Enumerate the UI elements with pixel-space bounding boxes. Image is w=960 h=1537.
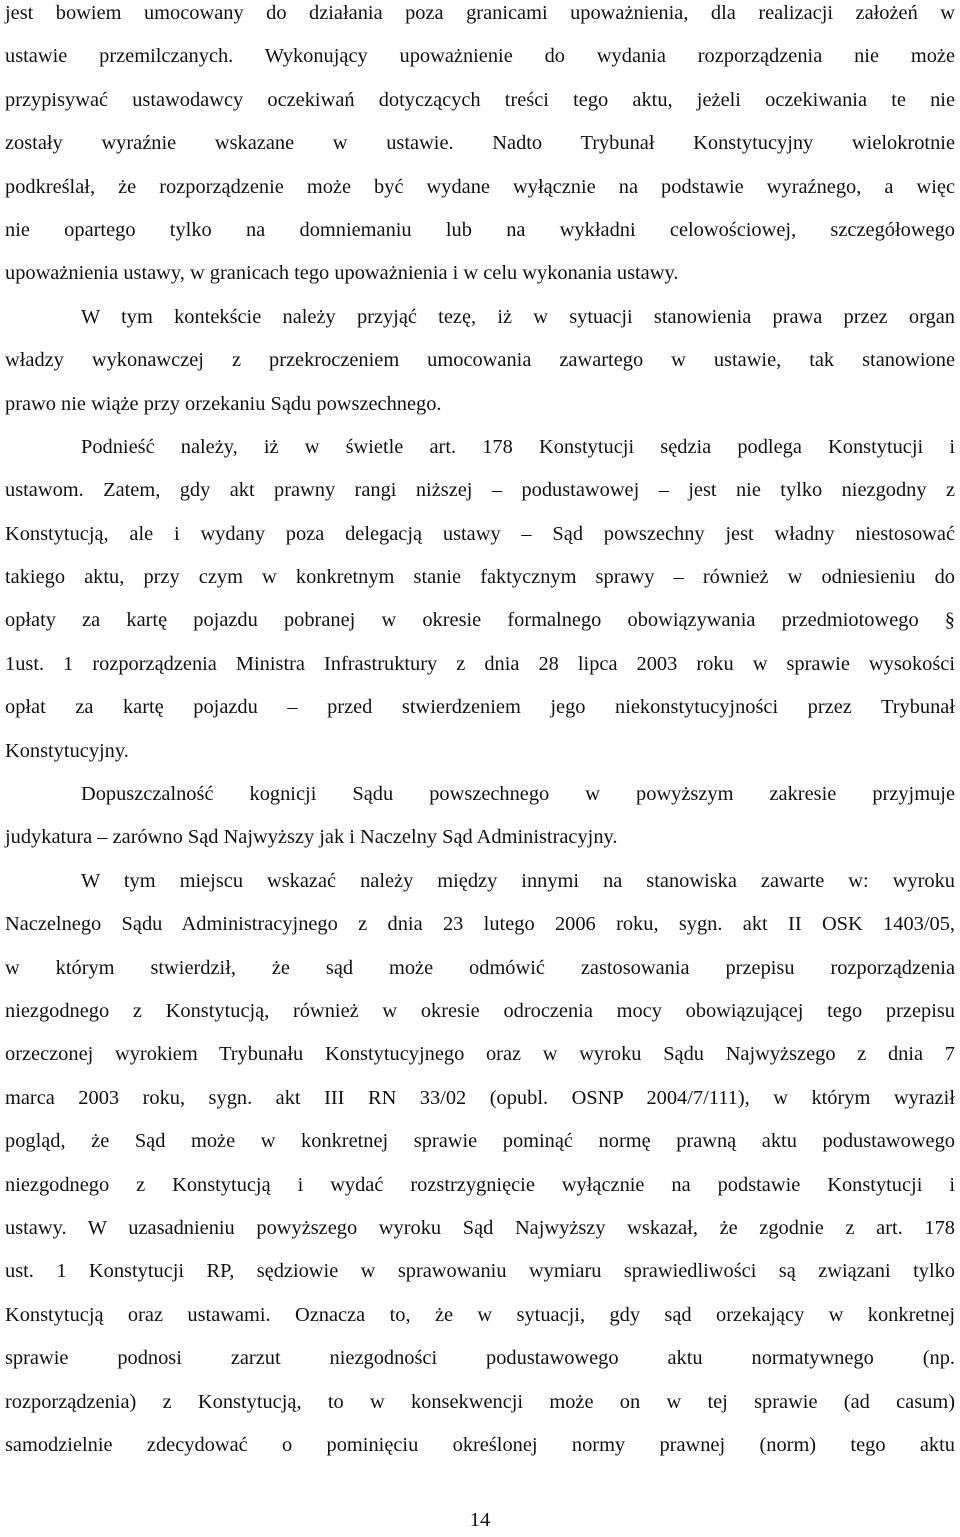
- text-line: W tym kontekście należy przyjąć tezę, iż w sytuacji stanowienia prawa przez organ: [81, 305, 955, 328]
- text-line: takiego aktu, przy czym w konkretnym stanie faktycznym sprawy – również w odniesieniu do: [5, 566, 955, 589]
- text-line: nie opartego tylko na domniemaniu lub na wykładni celowościowej, szczegółowego: [5, 218, 955, 241]
- text-line: Konstytucyjny.: [5, 739, 129, 762]
- text-line: w którym stwierdził, że sąd może odmówić zastosowania przepisu rozporządzenia: [5, 956, 955, 979]
- text-line: ustawy. W uzasadnieniu powyższego wyroku Sąd Najwyższy wskazał, że zgodnie z art. 178: [5, 1216, 955, 1239]
- paragraph: [5, 860, 955, 1467]
- text-line: zostały wyraźnie wskazane w ustawie. Nadto Trybunał Konstytucyjny wielokrotnie: [5, 132, 955, 155]
- text-line: 1ust. 1 rozporządzenia Ministra Infrastruktury z dnia 28 lipca 2003 roku w sprawie wysokości: [5, 652, 955, 675]
- text-line: orzeczonej wyrokiem Trybunału Konstytucyjnego oraz w wyroku Sądu Najwyższego z dnia 7: [5, 1043, 955, 1066]
- text-line: opłat za kartę pojazdu – przed stwierdzeniem jego niekonstytucyjności przez Trybunał: [5, 696, 955, 719]
- text-line: judykatura – zarówno Sąd Najwyższy jak i Naczelny Sąd Administracyjny.: [5, 826, 618, 849]
- page-number: 14: [469, 1509, 491, 1531]
- text-line: podkreślał, że rozporządzenie może być wydane wyłącznie na podstawie wyraźnego, a więc: [5, 175, 955, 198]
- text-line: władzy wykonawczej z przekroczeniem umocowania zawartego w ustawie, tak stanowione: [5, 349, 955, 372]
- text-line: W tym miejscu wskazać należy między innymi na stanowiska zawarte w: wyroku: [81, 869, 955, 892]
- text-line: pogląd, że Sąd może w konkretnej sprawie pominąć normę prawną aktu podustawowego: [5, 1130, 955, 1153]
- text-line: upoważnienia ustawy, w granicach tego upoważnienia i w celu wykonania ustawy.: [5, 262, 679, 285]
- text-line: przypisywać ustawodawcy oczekiwań dotyczących treści tego aktu, jeżeli oczekiwania te nie: [5, 88, 955, 111]
- paragraph: [5, 426, 955, 773]
- document-body: [5, 0, 955, 1467]
- text-line: opłaty za kartę pojazdu pobranej w okresie formalnego obowiązywania przedmiotowego §: [5, 609, 955, 632]
- text-line: sprawie podnosi zarzut niezgodności podustawowego aktu normatywnego (np.: [5, 1347, 955, 1370]
- text-line: niezgodnego z Konstytucją, również w okresie odroczenia mocy obowiązującej tego przepisu: [5, 999, 955, 1022]
- text-line: prawo nie wiąże przy orzekaniu Sądu powszechnego.: [5, 392, 442, 415]
- text-line: rozporządzenia) z Konstytucją, to w konsekwencji może on w tej sprawie (ad casum): [5, 1390, 955, 1413]
- text-line: ustawie przemilczanych. Wykonujący upoważnienie do wydania rozporządzenia nie może: [5, 45, 955, 68]
- paragraph: [5, 296, 955, 426]
- text-line: marca 2003 roku, sygn. akt III RN 33/02 (opubl. OSNP 2004/7/111), w którym wyraził: [5, 1086, 955, 1109]
- text-line: Podnieść należy, iż w świetle art. 178 Konstytucji sędzia podlega Konstytucji i: [81, 435, 955, 458]
- text-line: jest bowiem umocowany do działania poza granicami upoważnienia, dla realizacji założeń w: [5, 2, 955, 24]
- text-line: samodzielnie zdecydować o pominięciu określonej normy prawnej (norm) tego aktu: [5, 1433, 955, 1456]
- text-line: niezgodnego z Konstytucją i wydać rozstrzygnięcie wyłącznie na podstawie Konstytucji i: [5, 1173, 955, 1196]
- paragraph: [5, 773, 955, 860]
- paragraph: [5, 0, 955, 296]
- text-line: Konstytucją oraz ustawami. Oznacza to, że w sytuacji, gdy sąd orzekający w konkretnej: [5, 1303, 955, 1326]
- text-line: ust. 1 Konstytucji RP, sędziowie w sprawowaniu wymiaru sprawiedliwości są związani tylko: [5, 1260, 955, 1283]
- text-line: Konstytucją, ale i wydany poza delegacją ustawy – Sąd powszechny jest władny niestosować: [5, 522, 955, 545]
- text-line: Dopuszczalność kognicji Sądu powszechnego w powyższym zakresie przyjmuje: [81, 783, 955, 806]
- text-line: ustawom. Zatem, gdy akt prawny rangi niższej – podustawowej – jest nie tylko niezgodny z: [5, 479, 955, 502]
- text-line: Naczelnego Sądu Administracyjnego z dnia 23 lutego 2006 roku, sygn. akt II OSK 1403/05,: [5, 913, 955, 936]
